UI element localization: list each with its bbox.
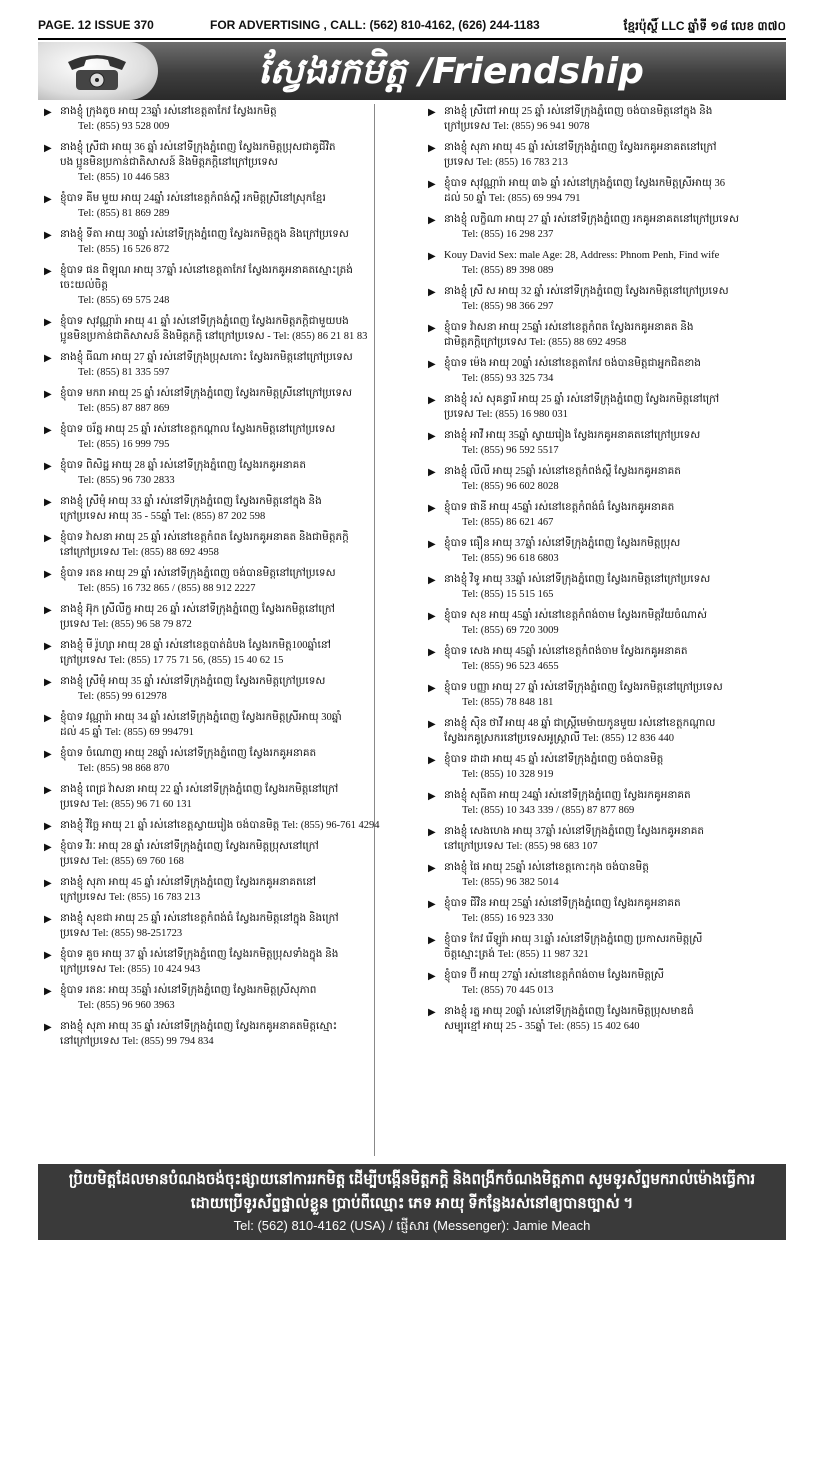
listing-text: នាងខ្ញុំ ក្រុងតូច អាយុ 23ឆ្នាំ រស់នៅខេត្តតាកែវ ស្វែងរកមិត្ត bbox=[60, 106, 277, 117]
bullet-arrow-icon: ▶ bbox=[428, 863, 436, 874]
list-item bbox=[38, 782, 406, 812]
listing-phone: Tel: (855) 16 999 795 bbox=[78, 439, 170, 450]
list-item bbox=[38, 350, 406, 380]
bullet-arrow-icon: ▶ bbox=[428, 251, 436, 262]
list-item bbox=[422, 248, 790, 278]
listing-phone: Tel: (855) 10 446 583 bbox=[78, 172, 170, 183]
listing-text: នាងខ្ញុំ ស្រី ស អាយុ 32 ឆ្នាំ រស់នៅទីក្រុងភ្នំពេញ ស្វែងរកមិត្តនៅក្រៅប្រទេស bbox=[444, 286, 729, 297]
bullet-arrow-icon: ▶ bbox=[428, 107, 436, 118]
bullet-arrow-icon: ▶ bbox=[428, 647, 436, 658]
listing-text: នាងខ្ញុំ មី រ៉ូហ្សា អាយុ 28 ឆ្នាំ រស់នៅខេត្តបាត់ដំបង ស្វែងរកមិត្ត100ឆ្នាំនៅ ក្រៅប្រទេស Tel: (855) 17 75 71 56, (855) 15 40 62 15 bbox=[60, 640, 331, 666]
listing-text: នាងខ្ញុំ ធីណា អាយុ 27 ឆ្នាំ រស់នៅទីក្រុងប្រុសកោះ ស្វែងរកមិត្តនៅក្រៅប្រទេស bbox=[60, 352, 353, 363]
bullet-arrow-icon: ▶ bbox=[428, 467, 436, 478]
listing-text: ខ្ញុំបាទ ដាដា អាយុ 45 ឆ្នាំ រស់នៅទីក្រុងភ្នំពេញ ចង់បានមិត្ត bbox=[444, 754, 664, 765]
list-item bbox=[422, 104, 790, 134]
listing-text: នាងខ្ញុំ សុធីតា អាយុ 24ឆ្នាំ រស់នៅទីក្រុងភ្នំពេញ ស្វែងរកគូអនាគត bbox=[444, 790, 691, 801]
bullet-arrow-icon: ▶ bbox=[44, 533, 52, 544]
list-item bbox=[38, 494, 406, 524]
listing-phone: Tel: (855) 96 382 5014 bbox=[462, 877, 559, 888]
list-item bbox=[422, 392, 790, 422]
bullet-arrow-icon: ▶ bbox=[44, 914, 52, 925]
listing-text: នាងខ្ញុំ សុខជា អាយុ 25 ឆ្នាំ រស់នៅខេត្តកំពង់ធំ ស្វែងរកមិត្តនៅក្នុង និងក្រៅ ប្រទេស Tel: (855) 98-251723 bbox=[60, 913, 339, 939]
bullet-arrow-icon: ▶ bbox=[428, 791, 436, 802]
list-item bbox=[38, 911, 406, 941]
listing-text: នាងខ្ញុំ រស់ សុគន្ធារី អាយុ 25 ឆ្នាំ រស់នៅទីក្រុងភ្នំពេញ ស្វែងរកមិត្តនៅក្រៅ ប្រទេស Tel: (855) 16 980 031 bbox=[444, 394, 720, 420]
listing-text: ខ្ញុំបាទ រតនៈ អាយុ 35ឆ្នាំ រស់នៅទីក្រុងភ្នំពេញ ស្វែងរកមិត្តស្រីសុភាព bbox=[60, 985, 317, 996]
listing-text: Kouy David Sex: male Age: 28, Address: Phnom Penh, Find wife bbox=[444, 250, 720, 261]
listing-phone: Tel: (855) 78 848 181 bbox=[462, 697, 554, 708]
bullet-arrow-icon: ▶ bbox=[44, 107, 52, 118]
listing-phone: Tel: (855) 15 515 165 bbox=[462, 589, 554, 600]
list-item bbox=[422, 428, 790, 458]
listing-phone: Tel: (855) 93 325 734 bbox=[462, 373, 554, 384]
listing-phone: Tel: (855) 96 618 6803 bbox=[462, 553, 559, 564]
listing-text: ខ្ញុំបាទ ម៉េង អាយុ 20ឆ្នាំ រស់នៅខេត្តតាកែវ ចង់បានមិត្តជាអ្នកជិតខាង bbox=[444, 358, 701, 369]
listing-text: នាងខ្ញុំ ទីតា អាយុ 30ឆ្នាំ រស់នៅទីក្រុងភ្នំពេញ ស្វែងរកមិត្តក្នុង និងក្រៅប្រទេស bbox=[60, 229, 349, 240]
listing-phone: Tel: (855) 86 621 467 bbox=[462, 517, 554, 528]
list-item bbox=[422, 896, 790, 926]
listing-text: នាងខ្ញុំ ផៃ អាយុ 25ឆ្នាំ រស់នៅខេត្តកោះកុង ចង់បានមិត្ត bbox=[444, 862, 649, 873]
listing-phone: Tel: (855) 69 720 3009 bbox=[462, 625, 559, 636]
listing-text: ខ្ញុំបាទ គីម មួយ អាយុ 24ឆ្នាំ រស់នៅខេត្តកំពង់ស្ពឺ រកមិត្តស្រីនៅស្រុកខ្មែរ bbox=[60, 193, 326, 204]
list-item bbox=[38, 263, 406, 308]
header-rule bbox=[38, 38, 786, 40]
listing-phone: Tel: (855) 16 923 330 bbox=[462, 913, 554, 924]
listing-text: ខ្ញុំបាទ សុវណ្ណារ៉ា អាយុ 41 ឆ្នាំ រស់នៅទីក្រុងភ្នំពេញ ស្វែងរកមិត្តភក្តិជាមួយបង ប្អូនមិនប្រកាន់ជាតិសាសន៍ និងមិត្តភក្តិ នៅក្រៅប្រទេស - Tel: (855) 86 21 81 83 bbox=[60, 316, 368, 342]
listing-text: នាងខ្ញុំ លក្ខិណា អាយុ 27 ឆ្នាំ រស់នៅទីក្រុងភ្នំពេញ រកគូអនាគតនៅក្រៅប្រទេស bbox=[444, 214, 740, 225]
list-item bbox=[38, 191, 406, 221]
listing-text: នាងខ្ញុំ ស្រីមុំ អាយុ 33 ឆ្នាំ រស់នៅទីក្រុងភ្នំពេញ ស្វែងរកមិត្តនៅក្នុង និង ក្រៅប្រទេស អាយុ 35 - 55ឆ្នាំ Tel: (855) 87 202 598 bbox=[60, 496, 322, 522]
list-item bbox=[38, 638, 406, 668]
listing-text: នាងខ្ញុំ សុភា អាយុ 45 ឆ្នាំ រស់នៅទីក្រុងភ្នំពេញ ស្វែងរកគូអនាគតនៅក្រៅ ប្រទេស Tel: (855) 16 783 213 bbox=[444, 142, 717, 168]
listing-text: ខ្ញុំបាទ មករា អាយុ 25 ឆ្នាំ រស់នៅទីក្រុងភ្នំពេញ ស្វែងរកមិត្តស្រីនៅក្រៅប្រទេស bbox=[60, 388, 353, 399]
list-item bbox=[422, 860, 790, 890]
listing-text: ខ្ញុំបាទ វណ្ណារ៉ា អាយុ 34 ឆ្នាំ រស់នៅទីក្រុងភ្នំពេញ ស្វែងរកមិត្តស្រីអាយុ 30ឆ្នាំ ដល់ 45 ឆ្នាំ Tel: (855) 69 994791 bbox=[60, 712, 342, 738]
bullet-arrow-icon: ▶ bbox=[44, 986, 52, 997]
footer-line-2: ដោយប្រើទូរស័ព្ទផ្ទាល់ខ្លួន ប្រាប់ពីឈ្មោះ ភេទ អាយុ ទីកន្លែងរស់នៅឲ្យបានច្បាស់ ។ bbox=[190, 1196, 634, 1212]
list-item bbox=[422, 572, 790, 602]
listing-text: ខ្ញុំបាទ សេង អាយុ 45ឆ្នាំ រស់នៅខេត្តកំពង់ចាម ស្វែងរកគូអនាគត bbox=[444, 646, 688, 657]
listing-text: ខ្ញុំបាទ ផានី អាយុ 45ឆ្នាំ រស់នៅខេត្តកំពង់ធំ ស្វែងរកគូអនាគត bbox=[444, 502, 675, 513]
footer-contact: Tel: (562) 810-4162 (USA) / ផ្ញើសារ (Messenger): Jamie Meach bbox=[233, 1218, 591, 1233]
listing-text: ខ្ញុំបាទ ជីវិន អាយុ 25ឆ្នាំ រស់នៅទីក្រុងភ្នំពេញ ស្វែងរកគូអនាគត bbox=[444, 898, 681, 909]
list-item bbox=[422, 140, 790, 170]
right-column bbox=[422, 104, 790, 1040]
listing-text: ខ្ញុំបាទ បញ្ញា អាយុ 27 ឆ្នាំ រស់នៅទីក្រុងភ្នំពេញ ស្វែងរកមិត្តនៅក្រៅប្រទេស bbox=[444, 682, 723, 693]
listing-text: នាងខ្ញុំ សុភា អាយុ 45 ឆ្នាំ រស់នៅទីក្រុងភ្នំពេញ ស្វែងរកគូអនាគតនៅ ក្រៅប្រទេស Tel: (855) 16 783 213 bbox=[60, 877, 316, 903]
bullet-arrow-icon: ▶ bbox=[44, 821, 52, 832]
bullet-arrow-icon: ▶ bbox=[44, 842, 52, 853]
bullet-arrow-icon: ▶ bbox=[44, 497, 52, 508]
listing-phone: Tel: (855) 96 523 4655 bbox=[462, 661, 559, 672]
listing-text: ខ្ញុំបាទ វ៉ាសនា អាយុ 25ឆ្នាំ រស់នៅខេត្តកំពត ស្វែងរកគូអនាគត និង ជាមិត្តភក្តិក្រៅប្រទេស Tel: (855) 88 692 4958 bbox=[444, 322, 694, 348]
listing-text: នាងខ្ញុំ អាវី អាយុ 35ឆ្នាំ ស្វាយរៀង ស្វែងរកគូអនាគតនៅក្រៅប្រទេស bbox=[444, 430, 701, 441]
bullet-arrow-icon: ▶ bbox=[428, 359, 436, 370]
listing-text: នាងខ្ញុំ សេងហេង អាយុ 37ឆ្នាំ រស់នៅទីក្រុងភ្នំពេញ ស្វែងរកគូអនាគត នៅក្រៅប្រទេស Tel: (855) 98 683 107 bbox=[444, 826, 705, 852]
bullet-arrow-icon: ▶ bbox=[44, 785, 52, 796]
list-item bbox=[422, 320, 790, 350]
list-item bbox=[422, 644, 790, 674]
bullet-arrow-icon: ▶ bbox=[428, 287, 436, 298]
bullet-arrow-icon: ▶ bbox=[428, 971, 436, 982]
list-item bbox=[38, 983, 406, 1013]
list-item bbox=[422, 212, 790, 242]
list-item bbox=[422, 608, 790, 638]
left-column bbox=[38, 104, 406, 1055]
list-item bbox=[422, 752, 790, 782]
listing-phone: Tel: (855) 10 343 339 / (855) 87 877 869 bbox=[462, 805, 635, 816]
bullet-arrow-icon: ▶ bbox=[44, 605, 52, 616]
bullet-arrow-icon: ▶ bbox=[44, 950, 52, 961]
bullet-arrow-icon: ▶ bbox=[428, 215, 436, 226]
listing-phone: Tel: (855) 98 868 870 bbox=[78, 763, 170, 774]
banner-title: ស្វែងរកមិត្ត /Friendship bbox=[258, 51, 644, 92]
listing-text: នាងខ្ញុំ វិទូ អាយុ 33ឆ្នាំ រស់នៅទីក្រុងភ្នំពេញ ស្វែងរកមិត្តនៅក្រៅប្រទេស bbox=[444, 574, 711, 585]
list-item bbox=[422, 716, 790, 746]
list-item bbox=[38, 566, 406, 596]
listing-text: ខ្ញុំបាទ សុខ អាយុ 45ឆ្នាំ រស់នៅខេត្តកំពង់ចាម ស្វែងរកមិត្តវ័យចំណាស់ bbox=[444, 610, 708, 621]
listing-phone: Tel: (855) 96 960 3963 bbox=[78, 1000, 175, 1011]
footer-line-1: ប្រិយមិត្តដែលមានបំណងចង់ចុះផ្សាយនៅការរកមិត្ត ដើម្បីបង្កើនមិត្តភក្តិ និងពង្រីកចំណងមិត្តភាព សូមទូរស័ព្ទមករាល់ម៉ោងធ្វើការ bbox=[68, 1172, 756, 1188]
list-item bbox=[38, 458, 406, 488]
list-item bbox=[38, 602, 406, 632]
bullet-arrow-icon: ▶ bbox=[44, 230, 52, 241]
bullet-arrow-icon: ▶ bbox=[428, 539, 436, 550]
list-item bbox=[38, 227, 406, 257]
list-item bbox=[38, 710, 406, 740]
listing-phone: Tel: (855) 96 592 5517 bbox=[462, 445, 559, 456]
listing-phone: Tel: (855) 81 869 289 bbox=[78, 208, 170, 219]
list-item bbox=[38, 875, 406, 905]
listings bbox=[38, 104, 786, 1458]
listing-text: ខ្ញុំបាទ វីរៈ អាយុ 28 ឆ្នាំ រស់នៅទីក្រុងភ្នំពេញ ស្វែងរកមិត្តប្រុសនៅក្រៅ ប្រទេស Tel: (855) 69 760 168 bbox=[60, 841, 319, 867]
bullet-arrow-icon: ▶ bbox=[44, 878, 52, 889]
list-item bbox=[422, 464, 790, 494]
list-item bbox=[38, 314, 406, 344]
list-item bbox=[38, 140, 406, 185]
list-item bbox=[422, 932, 790, 962]
bullet-arrow-icon: ▶ bbox=[428, 143, 436, 154]
list-item bbox=[422, 824, 790, 854]
listing-text: ខ្ញុំបាទ ពិសិដ្ឋ អាយុ 28 ឆ្នាំ រស់នៅទីក្រុងភ្នំពេញ ស្វែងរកគូអនាគត bbox=[60, 460, 306, 471]
bullet-arrow-icon: ▶ bbox=[44, 353, 52, 364]
page-issue: PAGE. 12 ISSUE 370 bbox=[38, 18, 154, 32]
listing-text: នាងខ្ញុំ ស៊ិន ថាវី អាយុ 48 ឆ្នាំ ជាស្ត្រីមេម៉ាយកូនមួយ រស់នៅខេត្តកណ្តាល ស្វែងរកគូស្រករនៅប្រទេសអូស្ត្រាលី Tel: (855) 12 836 440 bbox=[444, 718, 716, 744]
advertising-contact: FOR ADVERTISING , CALL: (562) 810-4162, (626) 244-1183 bbox=[210, 18, 540, 32]
bullet-arrow-icon: ▶ bbox=[428, 503, 436, 514]
listing-phone: Tel: (855) 70 445 013 bbox=[462, 985, 554, 996]
listing-phone: Tel: (855) 96 602 8028 bbox=[462, 481, 559, 492]
bullet-arrow-icon: ▶ bbox=[44, 641, 52, 652]
listing-text: ខ្ញុំបាទ វ៉ាសនា អាយុ 25 ឆ្នាំ រស់នៅខេត្តកំពត ស្វែងរកគូអនាគត និងជាមិត្តភក្តិ នៅក្រៅប្រទេស Tel: (855) 88 692 4958 bbox=[60, 532, 349, 558]
listing-text: ខ្ញុំបាទ ធឿន អាយុ 37ឆ្នាំ រស់នៅទីក្រុងភ្នំពេញ ស្វែងរកមិត្តប្រុស bbox=[444, 538, 681, 549]
bullet-arrow-icon: ▶ bbox=[428, 323, 436, 334]
list-item bbox=[38, 1019, 406, 1049]
list-item bbox=[38, 674, 406, 704]
list-item bbox=[422, 500, 790, 530]
listing-text: នាងខ្ញុំ ពេជ្រ វ៉ាសនា អាយុ 22 ឆ្នាំ រស់នៅទីក្រុងភ្នំពេញ ស្វែងរកមិត្តនៅក្រៅ ប្រទេស Tel: (855) 96 71 60 131 bbox=[60, 784, 339, 810]
list-item bbox=[38, 386, 406, 416]
list-item bbox=[422, 968, 790, 998]
listing-text: នាងខ្ញុំ ស្រីមុំ អាយុ 35 ឆ្នាំ រស់នៅទីក្រុងភ្នំពេញ ស្វែងរកមិត្តក្រៅប្រទេស bbox=[60, 676, 326, 687]
listing-text: នាងខ្ញុំ សុភា អាយុ 35 ឆ្នាំ រស់នៅទីក្រុងភ្នំពេញ ស្វែងរកគូអនាគតមិត្តស្មោះ នៅក្រៅប្រទេស Tel: (855) 99 794 834 bbox=[60, 1021, 338, 1047]
listing-phone: Tel: (855) 16 526 872 bbox=[78, 244, 170, 255]
list-item bbox=[38, 422, 406, 452]
bullet-arrow-icon: ▶ bbox=[428, 683, 436, 694]
listing-text: នាងខ្ញុំ លីលី អាយុ 25ឆ្នាំ រស់នៅខេត្តកំពង់ស្ពឺ ស្វែងរកគូអនាគត bbox=[444, 466, 681, 477]
bullet-arrow-icon: ▶ bbox=[428, 755, 436, 766]
bullet-arrow-icon: ▶ bbox=[428, 395, 436, 406]
list-item bbox=[422, 356, 790, 386]
bullet-arrow-icon: ▶ bbox=[428, 1007, 436, 1018]
bullet-arrow-icon: ▶ bbox=[44, 389, 52, 400]
list-item bbox=[422, 680, 790, 710]
bullet-arrow-icon: ▶ bbox=[428, 431, 436, 442]
bullet-arrow-icon: ▶ bbox=[44, 143, 52, 154]
bullet-arrow-icon: ▶ bbox=[428, 179, 436, 190]
listing-text: នាងខ្ញុំ ស្រីជា អាយុ 36 ឆ្នាំ រស់នៅទីក្រុងភ្នំពេញ ស្វែងរកមិត្តប្រុសជាគូជីវិត បង ប្អូនមិនប្រកាន់ជាតិសាសន៍ និងមិត្តភក្តិនៅក្រៅប្រទេស bbox=[60, 142, 336, 168]
bullet-arrow-icon: ▶ bbox=[428, 575, 436, 586]
listing-phone: Tel: (855) 16 298 237 bbox=[462, 229, 554, 240]
bullet-arrow-icon: ▶ bbox=[428, 611, 436, 622]
bullet-arrow-icon: ▶ bbox=[428, 827, 436, 838]
list-item bbox=[422, 788, 790, 818]
listing-text: ខ្ញុំបាទ ផន ពិឡុណ អាយុ 37ឆ្នាំ រស់នៅខេត្តតាកែវ ស្វែងរកគូអនាគតស្មោះត្រង់ ចេះយល់ចិត្ត bbox=[60, 265, 353, 291]
bullet-arrow-icon: ▶ bbox=[44, 713, 52, 724]
bullet-arrow-icon: ▶ bbox=[428, 719, 436, 730]
bullet-arrow-icon: ▶ bbox=[44, 677, 52, 688]
listing-phone: Tel: (855) 96 730 2833 bbox=[78, 475, 175, 486]
listing-text: ខ្ញុំបាទ ចរ័ត្ន អាយុ 25 ឆ្នាំ រស់នៅខេត្តកណ្តាល ស្វែងរកមិត្តនៅក្រៅប្រទេស bbox=[60, 424, 336, 435]
list-item bbox=[38, 839, 406, 869]
listing-text: ខ្ញុំបាទ សុវណ្ណារ៉ា អាយុ ៣៦ ឆ្នាំ រស់នៅក្រុងភ្នំពេញ ស្វែងរកមិត្តស្រីអាយុ 36 ដល់ 50 ឆ្នាំ Tel: (855) 69 994 791 bbox=[444, 178, 725, 204]
bullet-arrow-icon: ▶ bbox=[44, 194, 52, 205]
bullet-arrow-icon: ▶ bbox=[44, 569, 52, 580]
list-item bbox=[38, 104, 406, 134]
listing-text: ខ្ញុំបាទ ប៊ី អាយុ 27ឆ្នាំ រស់នៅខេត្តកំពង់ចាម ស្វែងរកមិត្តស្រី bbox=[444, 970, 665, 981]
listing-phone: Tel: (855) 89 398 089 bbox=[462, 265, 554, 276]
listing-text: ខ្ញុំបាទ រតន អាយុ 29 ឆ្នាំ រស់នៅទីក្រុងភ្នំពេញ ចង់បានមិត្តនៅក្រៅប្រទេស bbox=[60, 568, 336, 579]
listing-phone: Tel: (855) 16 732 865 / (855) 88 912 2227 bbox=[78, 583, 256, 594]
list-item bbox=[422, 536, 790, 566]
bullet-arrow-icon: ▶ bbox=[44, 461, 52, 472]
listing-text: នាងខ្ញុំ រត្ន អាយុ 20ឆ្នាំ រស់នៅទីក្រុងភ្នំពេញ ស្វែងរកមិត្តប្រុសមាឌធំ សម្បុរខ្មៅ អាយុ 25 - 35ឆ្នាំ Tel: (855) 15 402 640 bbox=[444, 1006, 694, 1032]
listing-text: ខ្ញុំបាទ កែវ រើឡូរ៉ា អាយុ 31ឆ្នាំ រស់នៅទីក្រុងភ្នំពេញ ប្រកាសរកមិត្តស្រី ចិត្តស្មោះត្រង់ Tel: (855) 11 987 321 bbox=[444, 934, 703, 960]
bullet-arrow-icon: ▶ bbox=[44, 317, 52, 328]
bullet-arrow-icon: ▶ bbox=[44, 425, 52, 436]
listing-phone: Tel: (855) 10 328 919 bbox=[462, 769, 554, 780]
bullet-arrow-icon: ▶ bbox=[428, 899, 436, 910]
list-item bbox=[38, 746, 406, 776]
listing-phone: Tel: (855) 93 528 009 bbox=[78, 121, 170, 132]
listing-phone: Tel: (855) 99 612978 bbox=[78, 691, 167, 702]
list-item bbox=[422, 1004, 790, 1034]
list-item bbox=[38, 530, 406, 560]
list-item bbox=[38, 947, 406, 977]
listing-text: នាងខ្ញុំ ស្រីពៅ អាយុ 25 ឆ្នាំ រស់នៅទីក្រុងភ្នំពេញ ចង់បានមិត្តនៅក្នុង និង ក្រៅប្រទេស Tel: (855) 96 941 9078 bbox=[444, 106, 713, 132]
listing-text: នាងខ្ញុំ អ៊ុក ស្រីលីក្ខ អាយុ 26 ឆ្នាំ រស់នៅទីក្រុងភ្នំពេញ ស្វែងរកមិត្តនៅក្រៅ ប្រទេស Tel: (855) 96 58 79 872 bbox=[60, 604, 335, 630]
bullet-arrow-icon: ▶ bbox=[428, 935, 436, 946]
listing-phone: Tel: (855) 81 335 597 bbox=[78, 367, 170, 378]
bullet-arrow-icon: ▶ bbox=[44, 266, 52, 277]
publication-info: ខ្មែរប៉ុស្ថិ៍ LLC ឆ្នាំទី ១៨ លេខ ៣៧០ bbox=[623, 19, 786, 33]
section-banner bbox=[38, 42, 786, 100]
listing-phone: Tel: (855) 98 366 297 bbox=[462, 301, 554, 312]
page-header bbox=[38, 14, 786, 36]
listing-text: ខ្ញុំបាទ ចំណោញ អាយុ 28ឆ្នាំ រស់នៅទីក្រុងភ្នំពេញ ស្វែងរកគូអនាគត bbox=[60, 748, 317, 759]
list-item bbox=[422, 284, 790, 314]
listing-text: ខ្ញុំបាទ គួច អាយុ 37 ឆ្នាំ រស់នៅទីក្រុងភ្នំពេញ ស្វែងរកមិត្តប្រុសទាំងក្នុង និង ក្រៅប្រទេស Tel: (855) 10 424 943 bbox=[60, 949, 339, 975]
listing-phone: Tel: (855) 87 887 869 bbox=[78, 403, 170, 414]
bullet-arrow-icon: ▶ bbox=[44, 1022, 52, 1033]
list-item bbox=[422, 176, 790, 206]
bullet-arrow-icon: ▶ bbox=[44, 749, 52, 760]
listing-text: នាងខ្ញុំ វិច្ឆៃ អាយុ 21 ឆ្នាំ រស់នៅខេត្តស្វាយរៀង ចង់បានមិត្ត Tel: (855) 96-761 4294 bbox=[60, 820, 380, 831]
telephone-icon bbox=[62, 48, 132, 94]
footer-notice bbox=[38, 1164, 786, 1240]
list-item bbox=[38, 818, 406, 833]
listing-phone: Tel: (855) 69 575 248 bbox=[78, 295, 170, 306]
